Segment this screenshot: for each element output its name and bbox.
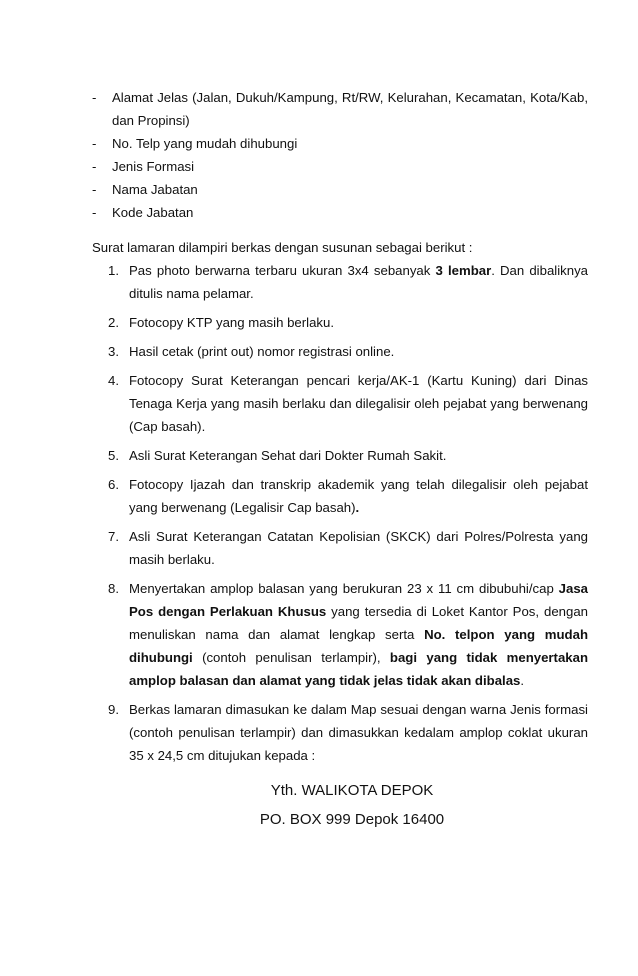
item-text: . [520,673,525,688]
item-number: 7. [108,529,119,544]
item-text-bold: bagi yang tidak menyertakan amplop balasan dan alamat yang tidak jelas tidak akan dibalas [129,650,589,688]
recipient-address [116,779,588,832]
item-text-bold: No. telpon yang mudah dihubungi [129,627,588,665]
item-number: 1. [108,263,119,278]
item-text: Hasil cetak (print out) nomor registrasi online. [129,344,395,359]
item-text-bold: . [355,500,360,515]
item-number: 5. [108,448,119,463]
item-text: Menyertakan amplop balasan yang berukuran 23 x 11 cm dibubuhi/cap [129,581,559,596]
item-text: Pas photo berwarna terbaru ukuran 3x4 sebanyak [129,263,436,278]
item-text: Fotocopy KTP yang masih berlaku. [129,315,334,330]
item-text: yang tersedia di Loket Kantor Pos, dengan menuliskan nama dan alamat lengkap serta [129,604,588,642]
item-text-bold: Jasa Pos dengan Perlakuan Khusus [129,581,588,619]
item-text: Asli Surat Keterangan Sehat dari Dokter Rumah Sakit. [129,448,447,463]
attachments-list [92,259,588,767]
item-number: 4. [108,373,119,388]
requirement-item: - No. Telp yang mudah dihubungi [92,132,588,155]
item-number: 9. [108,702,119,717]
attachment-item [108,473,588,519]
requirement-item: - Kode Jabatan [92,201,588,224]
item-number: 2. [108,315,119,330]
item-text: . Dan dibaliknya ditulis nama pelamar. [129,263,588,301]
attachment-item [108,444,588,467]
attachment-item [108,311,588,334]
item-text: (contoh penulisan terlampir), [192,650,390,665]
item-number: 3. [108,344,119,359]
attachment-item [108,525,588,571]
item-number: 8. [108,581,119,596]
attachments-intro: Surat lamaran dilampiri berkas dengan susunan sebagai berikut : [92,240,473,255]
attachment-item [108,259,588,305]
requirement-item: - Alamat Jelas (Jalan, Dukuh/Kampung, Rt/RW, Kelurahan, Kecamatan, Kota/Kab, dan Propinsi) [92,86,588,132]
recipient-name: Yth. WALIKOTA DEPOK [270,782,434,799]
requirement-item: - Jenis Formasi [92,155,588,178]
attachment-item [108,577,588,692]
item-text: Asli Surat Keterangan Catatan Kepolisian (SKCK) dari Polres/Polresta yang masih berlaku. [129,529,588,567]
requirement-item: - Nama Jabatan [92,178,588,201]
requirements-list [92,86,588,224]
attachment-item [108,340,588,363]
recipient-po-box: PO. BOX 999 Depok 16400 [259,811,445,828]
item-text: Fotocopy Surat Keterangan pencari kerja/AK-1 (Kartu Kuning) dari Dinas Tenaga Kerja yang masih berlaku dan dilegalisir oleh pejabat yang berwenang (Cap basah). [129,373,588,434]
item-text-bold: 3 lembar [435,263,492,278]
item-text: Berkas lamaran dimasukan ke dalam Map sesuai dengan warna Jenis formasi (contoh penulisan terlampir) dan dimasukkan kedalam amplop coklat ukuran 35 x 24,5 cm ditujukan kepada : [129,702,588,763]
item-number: 6. [108,477,119,492]
attachment-item [108,369,588,438]
item-text: Fotocopy Ijazah dan transkrip akademik yang telah dilegalisir oleh pejabat yang berwenang (Legalisir Cap basah) [129,477,588,515]
attachment-item [108,698,588,767]
